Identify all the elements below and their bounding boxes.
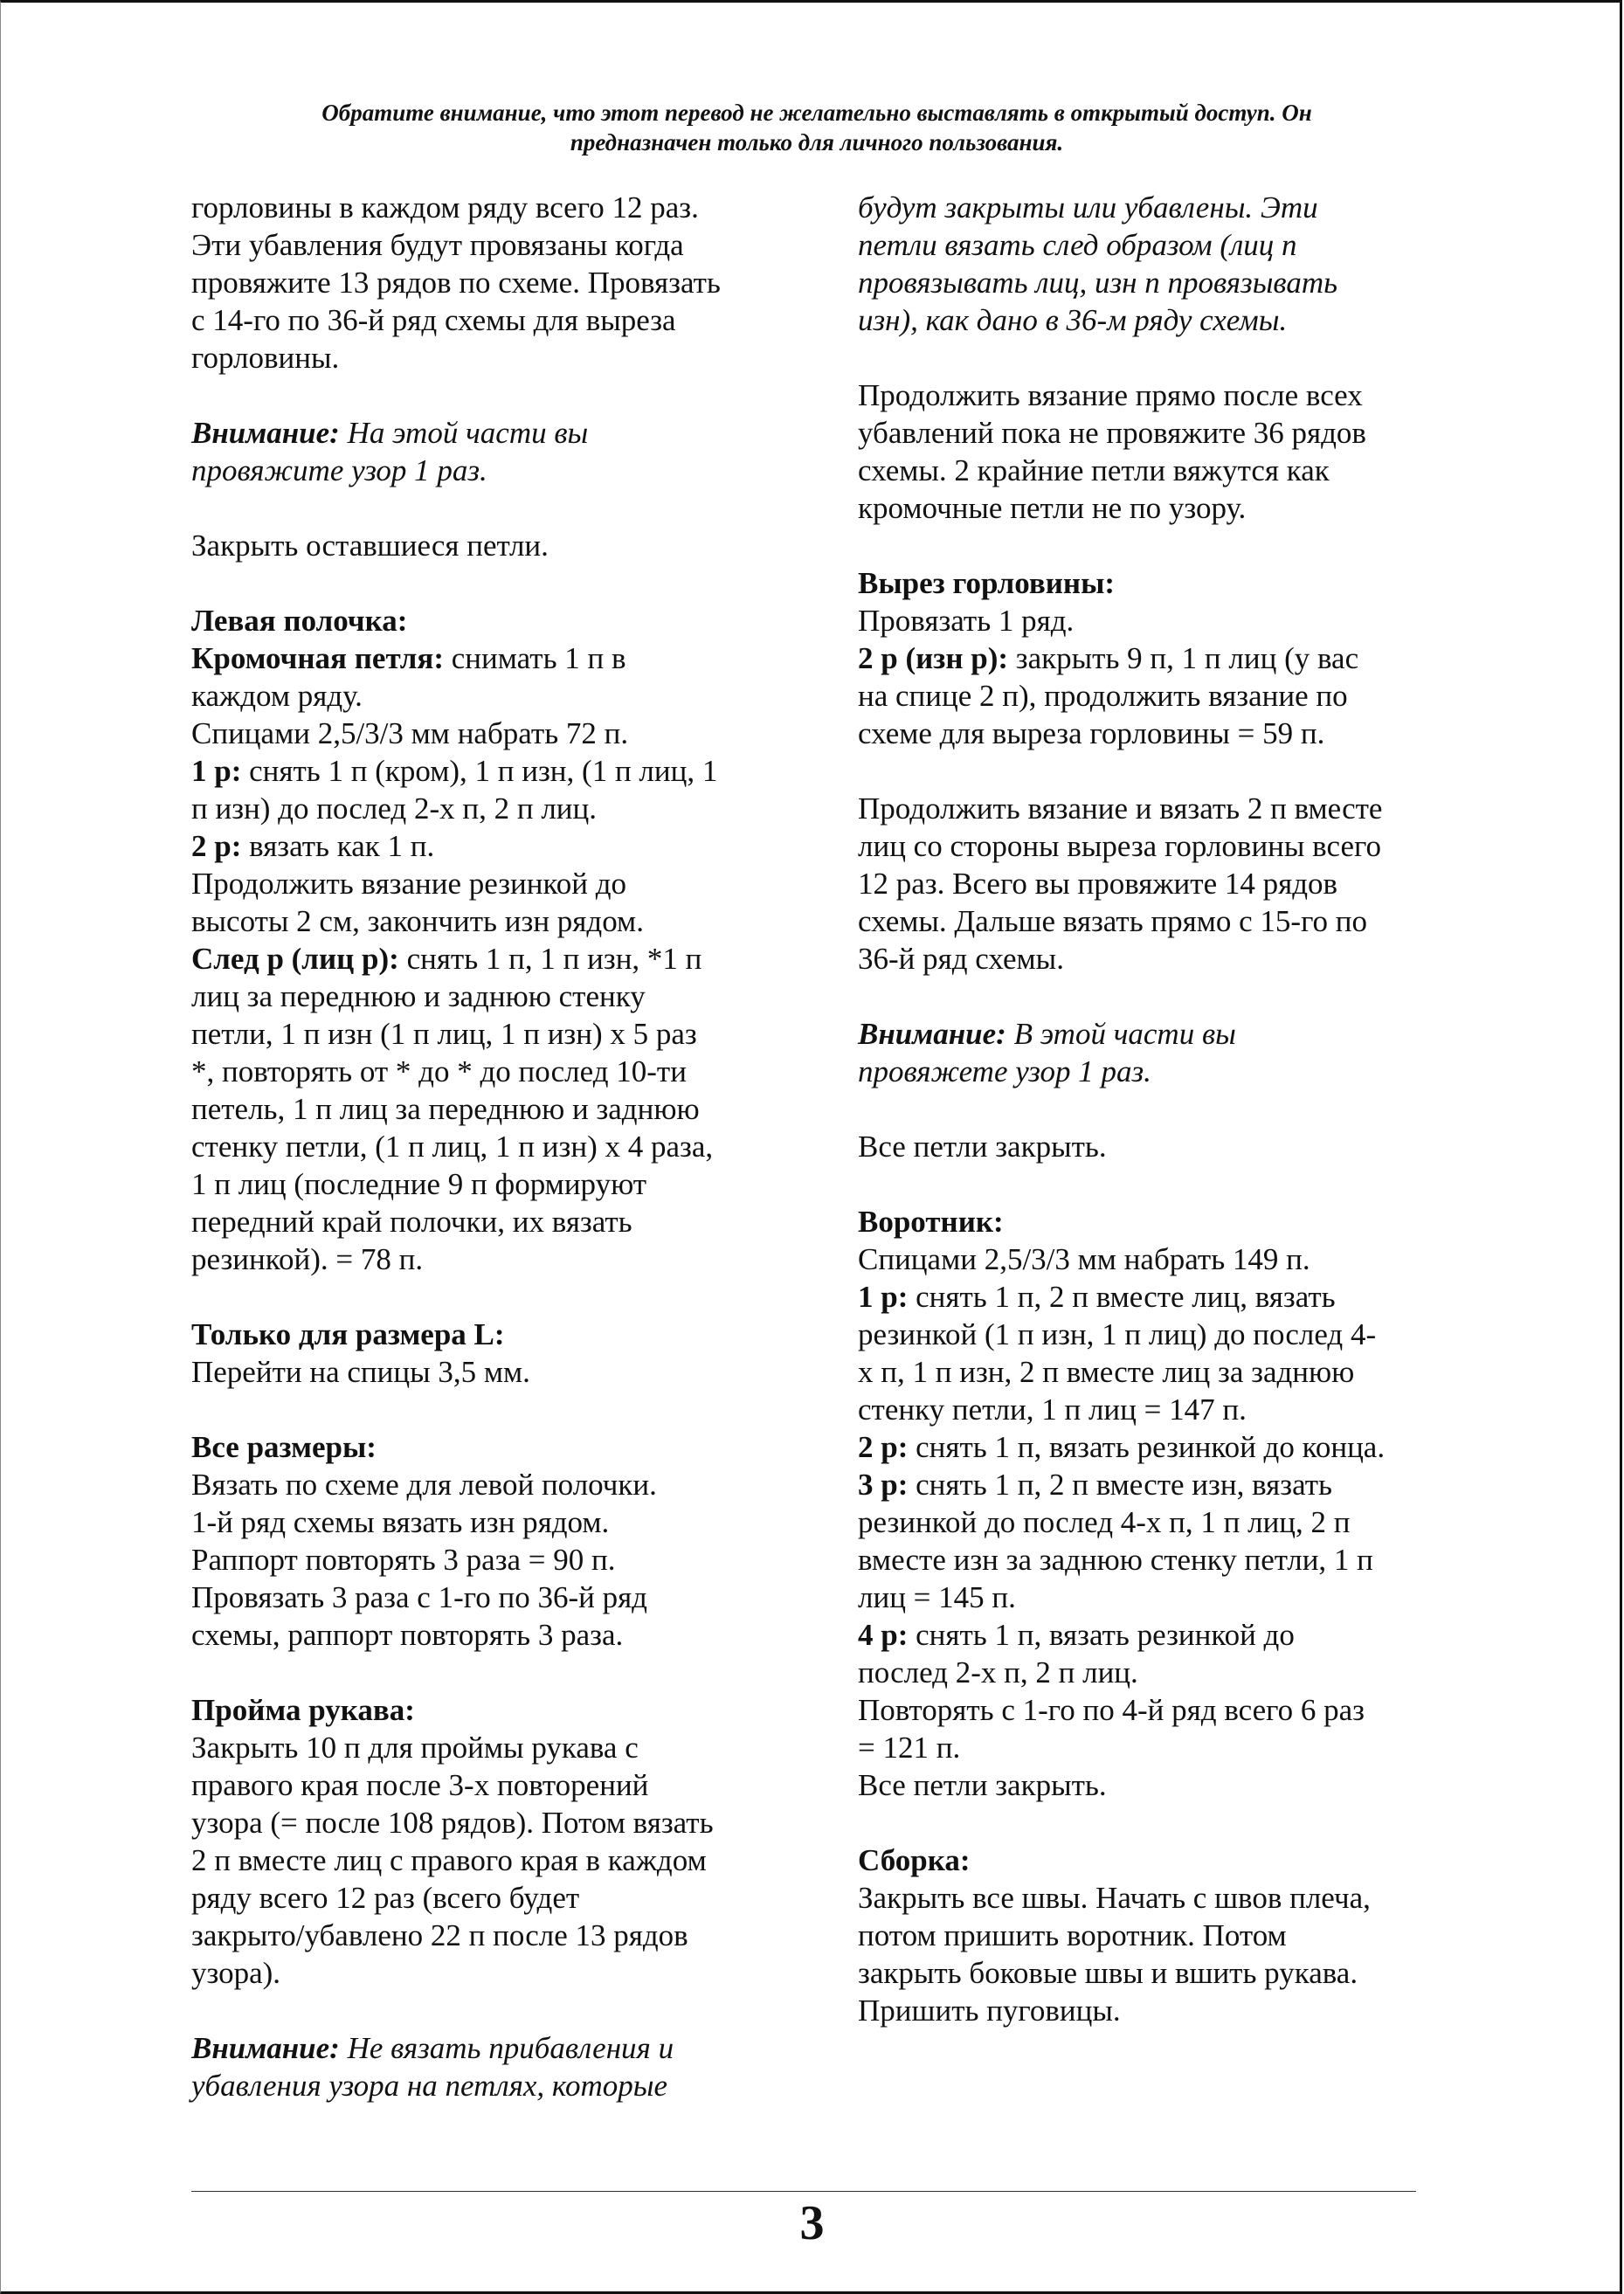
attention-note-1 — [191, 414, 803, 489]
text-line: стенку петли, (1 п лиц, 1 п изн) х 4 раза, — [191, 1130, 714, 1164]
attention-text: провязывать лиц, изн п провязывать — [858, 266, 1338, 300]
text-line: горловины. — [191, 341, 340, 375]
text-line: схемы. 2 крайние петли вяжутся как — [858, 453, 1330, 487]
attention-text: Не вязать прибавления и — [339, 2031, 674, 2065]
text-line: убавлений пока не провяжите 36 рядов — [858, 416, 1366, 450]
attention-continuation — [858, 189, 1469, 339]
text-fragment: закрыть 9 п, 1 п лиц (у вас — [1008, 641, 1359, 675]
attention-text: На этой части вы — [339, 416, 589, 450]
text-line: послед 2-х п, 2 п лиц. — [858, 1655, 1138, 1689]
text-line: 36-й ряд схемы. — [858, 942, 1064, 976]
text-line: ряду всего 12 раз (всего будет — [191, 1881, 580, 1915]
row-label: 1 р: — [191, 754, 242, 788]
row-label: 1 р: — [858, 1280, 909, 1314]
text-line: высоты 2 см, закончить изн рядом. — [191, 904, 644, 938]
all-sizes-section — [191, 1428, 803, 1654]
attention-label: Внимание: — [191, 416, 340, 450]
text-line: Пришить пуговицы. — [858, 1993, 1121, 2028]
row-label: След р (лиц р): — [191, 942, 399, 976]
attention-text: В этой части вы — [1005, 1017, 1236, 1051]
text-line: правого края после 3-х повторений — [191, 1768, 649, 1802]
footer-divider — [191, 2191, 1416, 2192]
text-line: Эти убавления будут провязаны когда — [191, 228, 684, 262]
text-fragment: снимать 1 п в — [444, 641, 626, 675]
text-line: петель, 1 п лиц за переднюю и заднюю — [191, 1092, 700, 1126]
text-line: кромочные петли не по узору. — [858, 491, 1247, 525]
collar-section — [858, 1203, 1469, 1804]
close-all — [858, 1128, 1469, 1165]
text-line: Спицами 2,5/3/3 мм набрать 72 п. — [191, 716, 629, 750]
text-line: Провязать 3 раза с 1-го по 36-й ряд — [191, 1580, 647, 1614]
section-heading: Левая полочка: — [191, 604, 408, 638]
text-line: лиц = 145 п. — [858, 1580, 1016, 1614]
left-column — [191, 189, 803, 2142]
text-line: резинкой). = 78 п. — [191, 1242, 424, 1276]
attention-note-2 — [191, 2029, 803, 2104]
row-label: 2 р (изн р): — [858, 641, 1009, 675]
text-fragment: снять 1 п (кром), 1 п изн, (1 п лиц, 1 — [241, 754, 718, 788]
text-line: лиц со стороны выреза горловины всего — [858, 829, 1381, 863]
text-line: Все петли закрыть. — [858, 1130, 1107, 1164]
attention-text: будут закрыты или убавлены. Эти — [858, 190, 1318, 225]
notice-line-2: предназначен только для личного пользования. — [570, 129, 1064, 155]
attention-text: провяжите узор 1 раз. — [191, 453, 487, 487]
text-line: Провязать 1 ряд. — [858, 604, 1075, 638]
section-heading: Пройма рукава: — [191, 1693, 415, 1727]
attention-label: Внимание: — [858, 1017, 1006, 1051]
attention-text: провяжете узор 1 раз. — [858, 1054, 1151, 1088]
text-line: с 14-го по 36-й ряд схемы для выреза — [191, 303, 676, 337]
text-fragment: вязать как 1 п. — [241, 829, 435, 863]
text-line: Продолжить вязание резинкой до — [191, 867, 627, 901]
text-line: закрыто/убавлено 22 п после 13 рядов — [191, 1918, 688, 1952]
text-line: 1-й ряд схемы вязать изн рядом. — [191, 1505, 610, 1539]
text-line: горловины в каждом ряду всего 12 раз. — [191, 190, 699, 225]
text-line: резинкой (1 п изн, 1 п лиц) до послед 4- — [858, 1317, 1377, 1351]
text-line: 1 п лиц (последние 9 п формируют — [191, 1167, 647, 1201]
text-line: лиц за переднюю и заднюю стенку — [191, 979, 646, 1013]
text-line: п изн) до послед 2-х п, 2 п лиц. — [191, 791, 598, 826]
text-line: *, повторять от * до * до послед 10-ти — [191, 1054, 687, 1088]
text-line: Перейти на спицы 3,5 мм. — [191, 1355, 530, 1389]
row-label: 2 р: — [191, 829, 242, 863]
row-label: 4 р: — [858, 1618, 909, 1652]
section-heading: Сборка: — [858, 1843, 971, 1877]
text-line: схемы. Дальше вязать прямо с 15-го по — [858, 904, 1368, 938]
text-fragment: снять 1 п, вязать резинкой до — [908, 1618, 1295, 1652]
edge-stitch-label: Кромочная петля: — [191, 641, 444, 675]
text-fragment: снять 1 п, 2 п вместе лиц, вязать — [908, 1280, 1336, 1314]
text-line: Повторять с 1-го по 4-й ряд всего 6 раз — [858, 1693, 1365, 1727]
text-line: Спицами 2,5/3/3 мм набрать 149 п. — [858, 1242, 1310, 1276]
attention-text: изн), как дано в 36-м ряду схемы. — [858, 303, 1288, 337]
section-heading: Воротник: — [858, 1205, 1004, 1239]
text-line: 12 раз. Всего вы провяжите 14 рядов — [858, 867, 1338, 901]
close-remaining — [191, 527, 803, 564]
text-line: Раппорт повторять 3 раза = 90 п. — [191, 1543, 616, 1577]
notice-line-1: Обратите внимание, что этот перевод не желательно выставлять в открытый доступ. Он — [321, 100, 1312, 126]
row-label: 2 р: — [858, 1430, 909, 1464]
text-line: Закрыть оставшиеся петли. — [191, 529, 549, 563]
text-fragment: снять 1 п, вязать резинкой до конца. — [908, 1430, 1386, 1464]
armhole-section — [191, 1691, 803, 1992]
text-line: схемы, раппорт повторять 3 раза. — [191, 1618, 624, 1652]
straight-knitting — [858, 377, 1469, 527]
text-line: резинкой до послед 4-х п, 1 п лиц, 2 п — [858, 1505, 1351, 1539]
text-line: передний край полочки, их вязать — [191, 1205, 632, 1239]
text-line: 2 п вместе лиц с правого края в каждом — [191, 1843, 707, 1877]
text-line: каждом ряду. — [191, 679, 363, 713]
text-line: Продолжить вязание прямо после всех — [858, 378, 1363, 412]
row-label: 3 р: — [858, 1468, 909, 1502]
text-line: = 121 п. — [858, 1731, 961, 1765]
text-line: стенку петли, 1 п лиц = 147 п. — [858, 1392, 1247, 1427]
text-line: Вязать по схеме для левой полочки. — [191, 1468, 657, 1502]
section-heading: Вырез горловины: — [858, 566, 1116, 600]
privacy-notice — [183, 98, 1450, 157]
text-line: Закрыть 10 п для проймы рукава с — [191, 1731, 639, 1765]
text-line: потом пришить воротник. Потом — [858, 1918, 1287, 1952]
continue-decreasing — [858, 790, 1469, 978]
text-line: Все петли закрыть. — [858, 1768, 1107, 1802]
text-line: закрыть боковые швы и вшить рукава. — [858, 1956, 1358, 1990]
neckline-section — [858, 564, 1469, 752]
attention-note-3 — [858, 1015, 1469, 1090]
right-column — [858, 189, 1469, 2067]
text-fragment: снять 1 п, 2 п вместе изн, вязать — [908, 1468, 1332, 1502]
text-line: на спице 2 п), продолжить вязание по — [858, 679, 1348, 713]
text-line: Продолжить вязание и вязать 2 п вместе — [858, 791, 1383, 826]
assembly-section — [858, 1841, 1469, 2029]
text-line: х п, 1 п изн, 2 п вместе лиц за заднюю — [858, 1355, 1355, 1389]
text-fragment: снять 1 п, 1 п изн, *1 п — [398, 942, 702, 976]
text-line: петли, 1 п изн (1 п лиц, 1 п изн) х 5 раз — [191, 1017, 697, 1051]
attention-text: убавления узора на петлях, которые — [191, 2069, 667, 2103]
section-heading: Все размеры: — [191, 1430, 377, 1464]
neckline-continuation — [191, 189, 803, 377]
section-heading: Только для размера L: — [191, 1317, 505, 1351]
text-line: вместе изн за заднюю стенку петли, 1 п — [858, 1543, 1373, 1577]
text-line: Закрыть все швы. Начать с швов плеча, — [858, 1881, 1371, 1915]
text-line: узора (= после 108 рядов). Потом вязать — [191, 1806, 714, 1840]
text-line: схеме для выреза горловины = 59 п. — [858, 716, 1325, 750]
size-l-section — [191, 1316, 803, 1391]
attention-text: петли вязать след образом (лиц п — [858, 228, 1297, 262]
text-line: узора). — [191, 1956, 281, 1990]
page-number: 3 — [799, 2196, 825, 2250]
attention-label: Внимание: — [191, 2031, 340, 2065]
left-front-section — [191, 602, 803, 1278]
text-line: провяжите 13 рядов по схеме. Провязать — [191, 266, 721, 300]
